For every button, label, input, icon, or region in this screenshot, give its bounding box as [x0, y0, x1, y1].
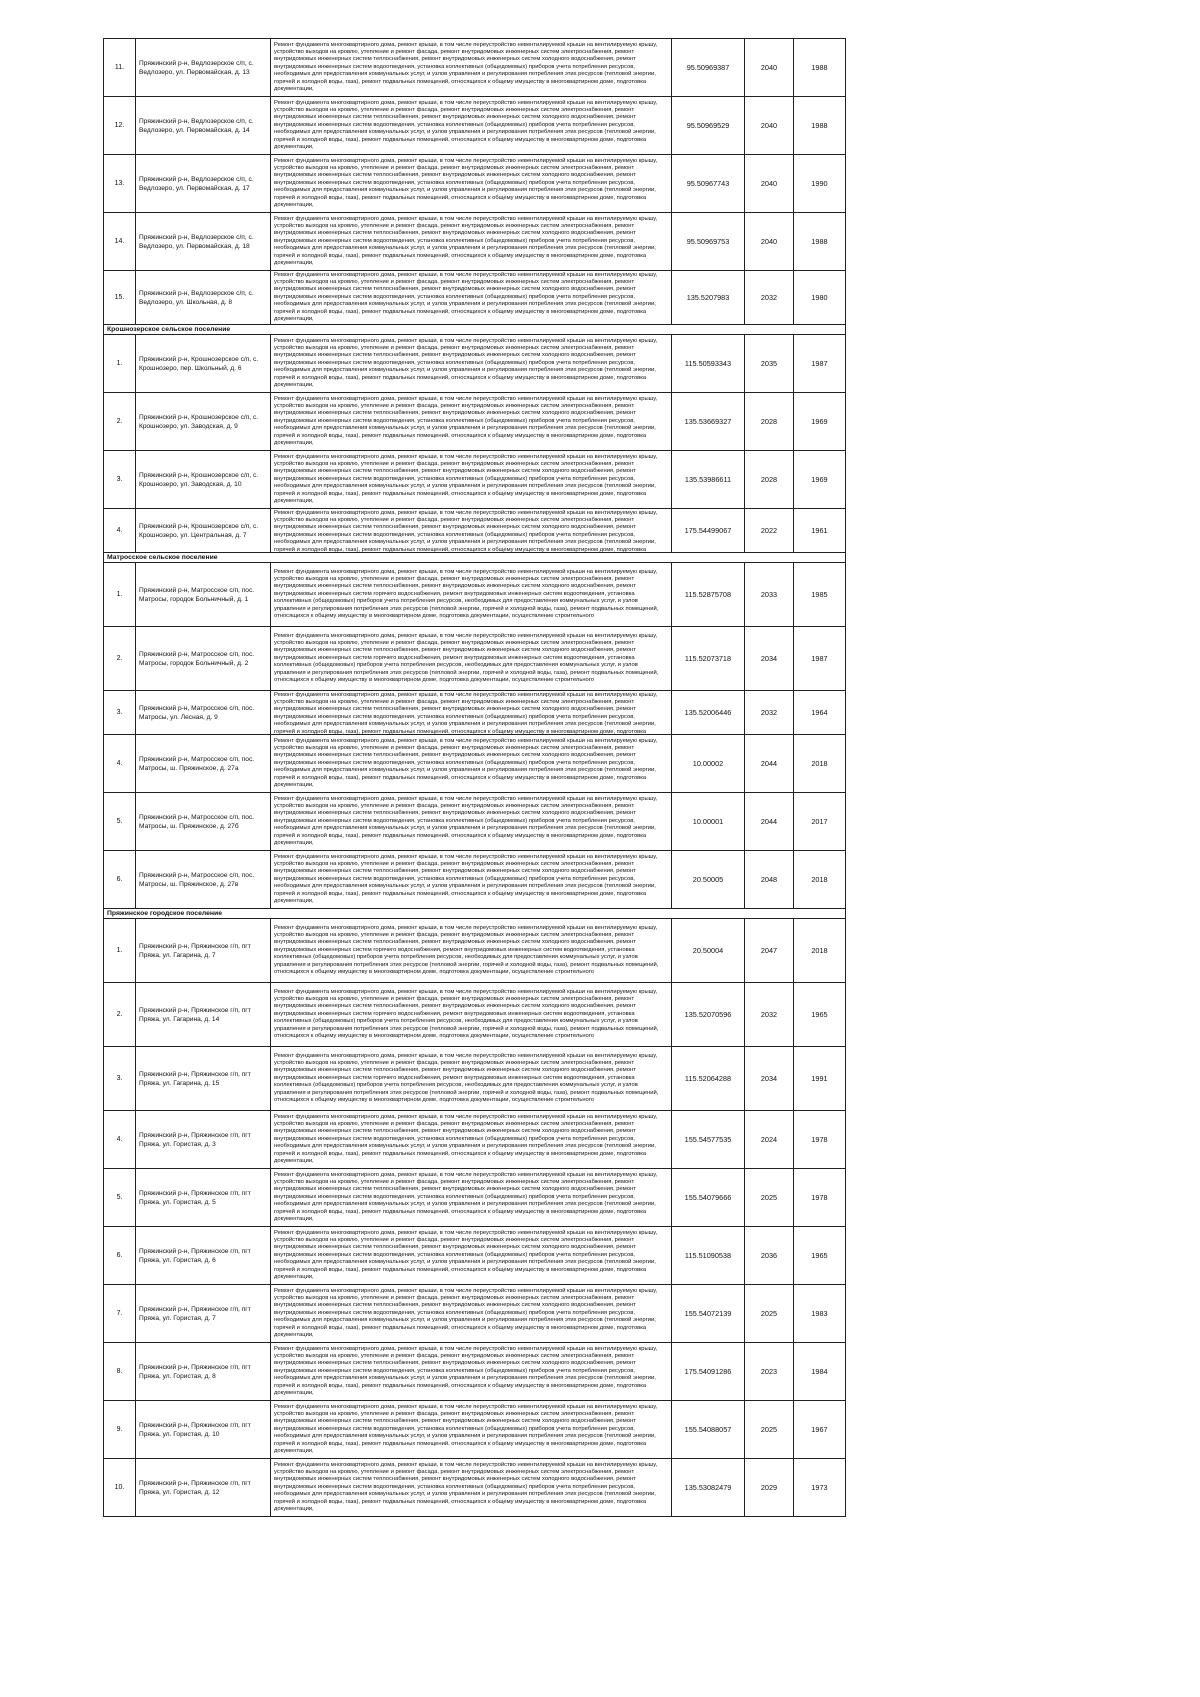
work-description-text: Ремонт фундамента многоквартирного дома, ремонт крыши, в том числе переустройство невентилируемой крыши на вентилируемую крышу, устройство выходов на кровлю, утепление и ремонт фасада, ремонт внутридомовых инженерных систем электроснабжения, ремонт внутридомовых инженерных систем теплоснабжения, ремонт внутридомовых инженерных систем холодного водоснабжения, ремонт внутридомовых инженерных систем водоотведения, установка коллективных (общедомовых) приборов учета потребления ресурсов, необходимых для предоставления коммунальных услуг, и узлов управления и регулирования потребления этих ресурсов (тепловой энергии, горячей и холодной воды, газа), ремонт подвальных помещений, относящихся к общему имуществу в многоквартирном доме, подготовка документации,	[274, 271, 658, 323]
table-row	[104, 1047, 846, 1111]
row-number: 9.	[104, 1401, 136, 1459]
address-cell: Пряжинский р-н, Матросское с/п, пос. Матросы, ул. Лесная, д. 9	[136, 691, 271, 735]
row-number: 8.	[104, 1343, 136, 1401]
table-row	[104, 1111, 846, 1169]
build-year-cell: 1988	[794, 97, 846, 155]
work-description-text: Ремонт фундамента многоквартирного дома, ремонт крыши, в том числе переустройство невентилируемой крыши на вентилируемую крышу, устройство выходов на кровлю, утепление и ремонт фасада, ремонт внутридомовых инженерных систем электроснабжения, ремонт внутридомовых инженерных систем теплоснабжения, ремонт внутридомовых инженерных систем холодного водоснабжения, ремонт внутридомовых инженерных систем водоотведения, установка коллективных (общедомовых) приборов учета потребления ресурсов, необходимых для предоставления коммунальных услуг, и узлов управления и регулирования потребления этих ресурсов (тепловой энергии, горячей и холодной воды, газа), ремонт подвальных помещений, относящихся к общему имуществу в многоквартирном доме, подготовка документации,	[274, 215, 658, 267]
section-title: Крошнозерское сельское поселение	[104, 325, 846, 335]
cost-cell: 135.53986611	[672, 451, 745, 509]
work-description-cell	[271, 271, 672, 325]
cost-cell: 175.54499067	[672, 509, 745, 553]
repair-year-cell: 2025	[745, 1401, 794, 1459]
cost-cell: 20.50005	[672, 851, 745, 909]
table-row	[104, 1169, 846, 1227]
build-year-cell: 1973	[794, 1459, 846, 1517]
address-cell: Пряжинский р-н, Матросское с/п, пос. Матросы, ш. Пряжинское, д. 27б	[136, 793, 271, 851]
work-description-text: Ремонт фундамента многоквартирного дома, ремонт крыши, в том числе переустройство невентилируемой крыши на вентилируемую крышу, устройство выходов на кровлю, утепление и ремонт фасада, ремонт внутридомовых инженерных систем электроснабжения, ремонт внутридомовых инженерных систем теплоснабжения, ремонт внутридомовых инженерных систем холодного водоснабжения, ремонт внутридомовых инженерных систем горячего водоснабжения, ремонт внутридомовых инженерных систем водоотведения, установка коллективных (общедомовых) приборов учета потребления ресурсов, необходимых для предоставления коммунальных услуг, и узлов управления и регулирования потребления этих ресурсов (тепловой энергии, горячей и холодной воды, газа), ремонт подвальных помещений, относящихся к общему имуществу в многоквартирном доме, подготовка документации, осуществление строительного	[274, 632, 659, 684]
cost-cell: 135.52070596	[672, 983, 745, 1047]
work-description-text: Ремонт фундамента многоквартирного дома, ремонт крыши, в том числе переустройство невентилируемой крыши на вентилируемую крышу, устройство выходов на кровлю, утепление и ремонт фасада, ремонт внутридомовых инженерных систем электроснабжения, ремонт внутридомовых инженерных систем теплоснабжения, ремонт внутридомовых инженерных систем холодного водоснабжения, ремонт внутридомовых инженерных систем горячего водоснабжения, ремонт внутридомовых инженерных систем водоотведения, установка коллективных (общедомовых) приборов учета потребления ресурсов, необходимых для предоставления коммунальных услуг, и узлов управления и регулирования потребления этих ресурсов (тепловой энергии, горячей и холодной воды, газа), ремонт подвальных помещений, относящихся к общему имуществу в многоквартирном доме, подготовка документации, осуществление строительного	[274, 1052, 659, 1104]
repair-year-cell: 2028	[745, 451, 794, 509]
table-row	[104, 1285, 846, 1343]
work-description-text: Ремонт фундамента многоквартирного дома, ремонт крыши, в том числе переустройство невентилируемой крыши на вентилируемую крышу, устройство выходов на кровлю, утепление и ремонт фасада, ремонт внутридомовых инженерных систем электроснабжения, ремонт внутридомовых инженерных систем теплоснабжения, ремонт внутридомовых инженерных систем холодного водоснабжения, ремонт внутридомовых инженерных систем горячего водоснабжения, ремонт внутридомовых инженерных систем водоотведения, установка коллективных (общедомовых) приборов учета потребления ресурсов, необходимых для предоставления коммунальных услуг, и узлов управления и регулирования потребления этих ресурсов (тепловой энергии, горячей и холодной воды, газа), ремонт подвальных помещений, относящихся к общему имуществу в многоквартирном доме, подготовка документации, осуществление строительного	[274, 924, 659, 976]
build-year-cell: 1978	[794, 1111, 846, 1169]
repair-year-cell: 2024	[745, 1111, 794, 1169]
work-description-text: Ремонт фундамента многоквартирного дома, ремонт крыши, в том числе переустройство невентилируемой крыши на вентилируемую крышу, устройство выходов на кровлю, утепление и ремонт фасада, ремонт внутридомовых инженерных систем электроснабжения, ремонт внутридомовых инженерных систем теплоснабжения, ремонт внутридомовых инженерных систем холодного водоснабжения, ремонт внутридомовых инженерных систем водоотведения, установка коллективных (общедомовых) приборов учета потребления ресурсов, необходимых для предоставления коммунальных услуг, и узлов управления и регулирования потребления этих ресурсов (тепловой энергии, горячей и холодной воды, газа), ремонт подвальных помещений, относящихся к общему имуществу в многоквартирном доме, подготовка документации,	[274, 1403, 658, 1455]
table-body	[104, 39, 846, 1517]
cost-cell: 95.50969529	[672, 97, 745, 155]
build-year-cell: 1965	[794, 983, 846, 1047]
row-number: 1.	[104, 919, 136, 983]
row-number: 14.	[104, 213, 136, 271]
repair-program-table	[103, 38, 846, 1517]
table-row	[104, 919, 846, 983]
build-year-cell: 2018	[794, 851, 846, 909]
repair-year-cell: 2035	[745, 335, 794, 393]
address-cell: Пряжинский р-н, Крошнозерское с/п, с. Крошнозеро, ул. Заводская, д. 9	[136, 393, 271, 451]
work-description-cell	[271, 1285, 672, 1343]
repair-year-cell: 2025	[745, 1285, 794, 1343]
row-number: 6.	[104, 1227, 136, 1285]
address-cell: Пряжинский р-н, Пряжинское г/п, пгт Пряжа, ул. Гористая, д. 3	[136, 1111, 271, 1169]
cost-cell: 115.50593343	[672, 335, 745, 393]
work-description-cell	[271, 1169, 672, 1227]
work-description-cell	[271, 735, 672, 793]
repair-year-cell: 2034	[745, 1047, 794, 1111]
build-year-cell: 1965	[794, 1227, 846, 1285]
repair-year-cell: 2044	[745, 793, 794, 851]
work-description-cell	[271, 983, 672, 1047]
cost-cell: 135.53669327	[672, 393, 745, 451]
repair-year-cell: 2040	[745, 213, 794, 271]
address-cell: Пряжинский р-н, Ведлозерское с/п, с. Ведлозеро, ул. Первомайская, д. 14	[136, 97, 271, 155]
build-year-cell: 2017	[794, 793, 846, 851]
row-number: 1.	[104, 563, 136, 627]
work-description-cell	[271, 1459, 672, 1517]
work-description-text: Ремонт фундамента многоквартирного дома, ремонт крыши, в том числе переустройство невентилируемой крыши на вентилируемую крышу, устройство выходов на кровлю, утепление и ремонт фасада, ремонт внутридомовых инженерных систем электроснабжения, ремонт внутридомовых инженерных систем теплоснабжения, ремонт внутридомовых инженерных систем холодного водоснабжения, ремонт внутридомовых инженерных систем водоотведения, установка коллективных (общедомовых) приборов учета потребления ресурсов, необходимых для предоставления коммунальных услуг, и узлов управления и регулирования потребления этих ресурсов (тепловой энергии, горячей и холодной воды, газа), ремонт подвальных помещений, относящихся к общему имуществу в многоквартирном доме, подготовка документации,	[274, 737, 658, 789]
work-description-text: Ремонт фундамента многоквартирного дома, ремонт крыши, в том числе переустройство невентилируемой крыши на вентилируемую крышу, устройство выходов на кровлю, утепление и ремонт фасада, ремонт внутридомовых инженерных систем электроснабжения, ремонт внутридомовых инженерных систем теплоснабжения, ремонт внутридомовых инженерных систем холодного водоснабжения, ремонт внутридомовых инженерных систем водоотведения, установка коллективных (общедомовых) приборов учета потребления ресурсов, необходимых для предоставления коммунальных услуг, и узлов управления и регулирования потребления этих ресурсов (тепловой энергии, горячей и холодной воды, газа), ремонт подвальных помещений, относящихся к общему имуществу в многоквартирном доме, подготовка документации,	[274, 395, 658, 447]
build-year-cell: 1969	[794, 393, 846, 451]
cost-cell: 95.50969387	[672, 39, 745, 97]
table-row	[104, 851, 846, 909]
build-year-cell: 1988	[794, 39, 846, 97]
row-number: 15.	[104, 271, 136, 325]
work-description-cell	[271, 691, 672, 735]
work-description-cell	[271, 393, 672, 451]
cost-cell: 135.52006446	[672, 691, 745, 735]
cost-cell: 135.5207983	[672, 271, 745, 325]
work-description-cell	[271, 509, 672, 553]
row-number: 4.	[104, 509, 136, 553]
repair-year-cell: 2032	[745, 983, 794, 1047]
build-year-cell: 1978	[794, 1169, 846, 1227]
repair-year-cell: 2040	[745, 39, 794, 97]
table-row	[104, 691, 846, 735]
repair-year-cell: 2025	[745, 1169, 794, 1227]
work-description-cell	[271, 451, 672, 509]
table-row	[104, 213, 846, 271]
repair-year-cell: 2029	[745, 1459, 794, 1517]
row-number: 3.	[104, 1047, 136, 1111]
row-number: 2.	[104, 627, 136, 691]
table-row	[104, 393, 846, 451]
cost-cell: 115.51090538	[672, 1227, 745, 1285]
work-description-cell	[271, 793, 672, 851]
cost-cell: 115.52875708	[672, 563, 745, 627]
work-description-text: Ремонт фундамента многоквартирного дома, ремонт крыши, в том числе переустройство невентилируемой крыши на вентилируемую крышу, устройство выходов на кровлю, утепление и ремонт фасада, ремонт внутридомовых инженерных систем электроснабжения, ремонт внутридомовых инженерных систем теплоснабжения, ремонт внутридомовых инженерных систем холодного водоснабжения, ремонт внутридомовых инженерных систем водоотведения, установка коллективных (общедомовых) приборов учета потребления ресурсов, необходимых для предоставления коммунальных услуг, и узлов управления и регулирования потребления этих ресурсов (тепловой энергии, горячей и холодной воды, газа), ремонт подвальных помещений, относящихся к общему имуществу в многоквартирном доме, подготовка	[274, 509, 658, 552]
work-description-text: Ремонт фундамента многоквартирного дома, ремонт крыши, в том числе переустройство невентилируемой крыши на вентилируемую крышу, устройство выходов на кровлю, утепление и ремонт фасада, ремонт внутридомовых инженерных систем электроснабжения, ремонт внутридомовых инженерных систем теплоснабжения, ремонт внутридомовых инженерных систем холодного водоснабжения, ремонт внутридомовых инженерных систем водоотведения, установка коллективных (общедомовых) приборов учета потребления ресурсов, необходимых для предоставления коммунальных услуг, и узлов управления и регулирования потребления этих ресурсов (тепловой энергии, горячей и холодной воды, газа), ремонт подвальных помещений, относящихся к общему имуществу в многоквартирном доме, подготовка документации,	[274, 1229, 658, 1281]
work-description-cell	[271, 1227, 672, 1285]
row-number: 10.	[104, 1459, 136, 1517]
row-number: 5.	[104, 1169, 136, 1227]
address-cell: Пряжинский р-н, Матросское с/п, пос. Матросы, городок Больничный, д. 2	[136, 627, 271, 691]
cost-cell: 155.54088057	[672, 1401, 745, 1459]
build-year-cell: 2018	[794, 919, 846, 983]
work-description-text: Ремонт фундамента многоквартирного дома, ремонт крыши, в том числе переустройство невентилируемой крыши на вентилируемую крышу, устройство выходов на кровлю, утепление и ремонт фасада, ремонт внутридомовых инженерных систем электроснабжения, ремонт внутридомовых инженерных систем теплоснабжения, ремонт внутридомовых инженерных систем холодного водоснабжения, ремонт внутридомовых инженерных систем водоотведения, установка коллективных (общедомовых) приборов учета потребления ресурсов, необходимых для предоставления коммунальных услуг, и узлов управления и регулирования потребления этих ресурсов (тепловой энергии, горячей и холодной воды, газа), ремонт подвальных помещений, относящихся к общему имуществу в многоквартирном доме, подготовка документации,	[274, 41, 658, 93]
work-description-text: Ремонт фундамента многоквартирного дома, ремонт крыши, в том числе переустройство невентилируемой крыши на вентилируемую крышу, устройство выходов на кровлю, утепление и ремонт фасада, ремонт внутридомовых инженерных систем электроснабжения, ремонт внутридомовых инженерных систем теплоснабжения, ремонт внутридомовых инженерных систем холодного водоснабжения, ремонт внутридомовых инженерных систем водоотведения, установка коллективных (общедомовых) приборов учета потребления ресурсов, необходимых для предоставления коммунальных услуг, и узлов управления и регулирования потребления этих ресурсов (тепловой энергии, горячей и холодной воды, газа), ремонт подвальных помещений, относящихся к общему имуществу в многоквартирном доме, подготовка документации,	[274, 1287, 658, 1339]
repair-year-cell: 2034	[745, 627, 794, 691]
table-row	[104, 983, 846, 1047]
work-description-text: Ремонт фундамента многоквартирного дома, ремонт крыши, в том числе переустройство невентилируемой крыши на вентилируемую крышу, устройство выходов на кровлю, утепление и ремонт фасада, ремонт внутридомовых инженерных систем электроснабжения, ремонт внутридомовых инженерных систем теплоснабжения, ремонт внутридомовых инженерных систем холодного водоснабжения, ремонт внутридомовых инженерных систем водоотведения, установка коллективных (общедомовых) приборов учета потребления ресурсов, необходимых для предоставления коммунальных услуг, и узлов управления и регулирования потребления этих ресурсов (тепловой энергии, горячей и холодной воды, газа), ремонт подвальных помещений, относящихся к общему имуществу в многоквартирном доме, подготовка	[274, 691, 658, 734]
repair-year-cell: 2032	[745, 691, 794, 735]
table-row	[104, 155, 846, 213]
cost-cell: 135.53082479	[672, 1459, 745, 1517]
address-cell: Пряжинский р-н, Пряжинское г/п, пгт Пряжа, ул. Гористая, д. 7	[136, 1285, 271, 1343]
work-description-cell	[271, 39, 672, 97]
repair-year-cell: 2044	[745, 735, 794, 793]
build-year-cell: 1967	[794, 1401, 846, 1459]
table-row	[104, 509, 846, 553]
work-description-text: Ремонт фундамента многоквартирного дома, ремонт крыши, в том числе переустройство невентилируемой крыши на вентилируемую крышу, устройство выходов на кровлю, утепление и ремонт фасада, ремонт внутридомовых инженерных систем электроснабжения, ремонт внутридомовых инженерных систем теплоснабжения, ремонт внутридомовых инженерных систем холодного водоснабжения, ремонт внутридомовых инженерных систем водоотведения, установка коллективных (общедомовых) приборов учета потребления ресурсов, необходимых для предоставления коммунальных услуг, и узлов управления и регулирования потребления этих ресурсов (тепловой энергии, горячей и холодной воды, газа), ремонт подвальных помещений, относящихся к общему имуществу в многоквартирном доме, подготовка документации,	[274, 337, 658, 389]
build-year-cell: 1983	[794, 1285, 846, 1343]
table-row	[104, 335, 846, 393]
address-cell: Пряжинский р-н, Пряжинское г/п, пгт Пряжа, ул. Гористая, д. 12	[136, 1459, 271, 1517]
repair-year-cell: 2022	[745, 509, 794, 553]
work-description-cell	[271, 1343, 672, 1401]
build-year-cell: 1990	[794, 155, 846, 213]
table-row	[104, 1401, 846, 1459]
table-row	[104, 39, 846, 97]
work-description-text: Ремонт фундамента многоквартирного дома, ремонт крыши, в том числе переустройство невентилируемой крыши на вентилируемую крышу, устройство выходов на кровлю, утепление и ремонт фасада, ремонт внутридомовых инженерных систем электроснабжения, ремонт внутридомовых инженерных систем теплоснабжения, ремонт внутридомовых инженерных систем холодного водоснабжения, ремонт внутридомовых инженерных систем водоотведения, установка коллективных (общедомовых) приборов учета потребления ресурсов, необходимых для предоставления коммунальных услуг, и узлов управления и регулирования потребления этих ресурсов (тепловой энергии, горячей и холодной воды, газа), ремонт подвальных помещений, относящихся к общему имуществу в многоквартирном доме, подготовка документации,	[274, 1171, 658, 1223]
repair-year-cell: 2048	[745, 851, 794, 909]
work-description-cell	[271, 1111, 672, 1169]
repair-year-cell: 2040	[745, 155, 794, 213]
work-description-text: Ремонт фундамента многоквартирного дома, ремонт крыши, в том числе переустройство невентилируемой крыши на вентилируемую крышу, устройство выходов на кровлю, утепление и ремонт фасада, ремонт внутридомовых инженерных систем электроснабжения, ремонт внутридомовых инженерных систем теплоснабжения, ремонт внутридомовых инженерных систем холодного водоснабжения, ремонт внутридомовых инженерных систем горячего водоснабжения, ремонт внутридомовых инженерных систем водоотведения, установка коллективных (общедомовых) приборов учета потребления ресурсов, необходимых для предоставления коммунальных услуг, и узлов управления и регулирования потребления этих ресурсов (тепловой энергии, горячей и холодной воды, газа), ремонт подвальных помещений, относящихся к общему имуществу в многоквартирном доме, подготовка документации, осуществление строительного	[274, 988, 659, 1040]
row-number: 3.	[104, 691, 136, 735]
row-number: 5.	[104, 793, 136, 851]
build-year-cell: 1980	[794, 271, 846, 325]
build-year-cell: 1988	[794, 213, 846, 271]
work-description-cell	[271, 155, 672, 213]
cost-cell: 10.00002	[672, 735, 745, 793]
work-description-cell	[271, 919, 672, 983]
cost-cell: 175.54091286	[672, 1343, 745, 1401]
address-cell: Пряжинский р-н, Пряжинское г/п, пгт Пряжа, ул. Гористая, д. 8	[136, 1343, 271, 1401]
row-number: 13.	[104, 155, 136, 213]
cost-cell: 20.50004	[672, 919, 745, 983]
table-row	[104, 97, 846, 155]
row-number: 2.	[104, 983, 136, 1047]
row-number: 2.	[104, 393, 136, 451]
work-description-cell	[271, 627, 672, 691]
address-cell: Пряжинский р-н, Крошнозерское с/п, с. Крошнозеро, пер. Школьный, д. 6	[136, 335, 271, 393]
address-cell: Пряжинский р-н, Крошнозерское с/п, с. Крошнозеро, ул. Заводская, д. 10	[136, 451, 271, 509]
table-row	[104, 793, 846, 851]
work-description-text: Ремонт фундамента многоквартирного дома, ремонт крыши, в том числе переустройство невентилируемой крыши на вентилируемую крышу, устройство выходов на кровлю, утепление и ремонт фасада, ремонт внутридомовых инженерных систем электроснабжения, ремонт внутридомовых инженерных систем теплоснабжения, ремонт внутридомовых инженерных систем холодного водоснабжения, ремонт внутридомовых инженерных систем горячего водоснабжения, ремонт внутридомовых инженерных систем водоотведения, установка коллективных (общедомовых) приборов учета потребления ресурсов, необходимых для предоставления коммунальных услуг, и узлов управления и регулирования потребления этих ресурсов (тепловой энергии, горячей и холодной воды, газа), ремонт подвальных помещений, относящихся к общему имуществу в многоквартирном доме, подготовка документации, осуществление строительного	[274, 568, 659, 620]
section-header-row	[104, 325, 846, 335]
table-row	[104, 627, 846, 691]
build-year-cell: 1969	[794, 451, 846, 509]
address-cell: Пряжинский р-н, Пряжинское г/п, пгт Пряжа, ул. Гористая, д. 10	[136, 1401, 271, 1459]
row-number: 7.	[104, 1285, 136, 1343]
row-number: 11.	[104, 39, 136, 97]
build-year-cell: 1991	[794, 1047, 846, 1111]
build-year-cell: 1964	[794, 691, 846, 735]
build-year-cell: 2018	[794, 735, 846, 793]
row-number: 4.	[104, 735, 136, 793]
address-cell: Пряжинский р-н, Пряжинское г/п, пгт Пряжа, ул. Гагарина, д. 14	[136, 983, 271, 1047]
address-cell: Пряжинский р-н, Ведлозерское с/п, с. Ведлозеро, ул. Первомайская, д. 13	[136, 39, 271, 97]
cost-cell: 95.50969753	[672, 213, 745, 271]
address-cell: Пряжинский р-н, Пряжинское г/п, пгт Пряжа, ул. Гористая, д. 5	[136, 1169, 271, 1227]
work-description-text: Ремонт фундамента многоквартирного дома, ремонт крыши, в том числе переустройство невентилируемой крыши на вентилируемую крышу, устройство выходов на кровлю, утепление и ремонт фасада, ремонт внутридомовых инженерных систем электроснабжения, ремонт внутридомовых инженерных систем теплоснабжения, ремонт внутридомовых инженерных систем холодного водоснабжения, ремонт внутридомовых инженерных систем водоотведения, установка коллективных (общедомовых) приборов учета потребления ресурсов, необходимых для предоставления коммунальных услуг, и узлов управления и регулирования потребления этих ресурсов (тепловой энергии, горячей и холодной воды, газа), ремонт подвальных помещений, относящихся к общему имуществу в многоквартирном доме, подготовка документации,	[274, 453, 658, 505]
work-description-text: Ремонт фундамента многоквартирного дома, ремонт крыши, в том числе переустройство невентилируемой крыши на вентилируемую крышу, устройство выходов на кровлю, утепление и ремонт фасада, ремонт внутридомовых инженерных систем электроснабжения, ремонт внутридомовых инженерных систем теплоснабжения, ремонт внутридомовых инженерных систем холодного водоснабжения, ремонт внутридомовых инженерных систем водоотведения, установка коллективных (общедомовых) приборов учета потребления ресурсов, необходимых для предоставления коммунальных услуг, и узлов управления и регулирования потребления этих ресурсов (тепловой энергии, горячей и холодной воды, газа), ремонт подвальных помещений, относящихся к общему имуществу в многоквартирном доме, подготовка документации,	[274, 99, 658, 151]
cost-cell: 115.52064288	[672, 1047, 745, 1111]
document-page	[103, 38, 828, 1517]
repair-year-cell: 2033	[745, 563, 794, 627]
address-cell: Пряжинский р-н, Пряжинское г/п, пгт Пряжа, ул. Гагарина, д. 7	[136, 919, 271, 983]
work-description-cell	[271, 851, 672, 909]
work-description-text: Ремонт фундамента многоквартирного дома, ремонт крыши, в том числе переустройство невентилируемой крыши на вентилируемую крышу, устройство выходов на кровлю, утепление и ремонт фасада, ремонт внутридомовых инженерных систем электроснабжения, ремонт внутридомовых инженерных систем теплоснабжения, ремонт внутридомовых инженерных систем холодного водоснабжения, ремонт внутридомовых инженерных систем водоотведения, установка коллективных (общедомовых) приборов учета потребления ресурсов, необходимых для предоставления коммунальных услуг, и узлов управления и регулирования потребления этих ресурсов (тепловой энергии, горячей и холодной воды, газа), ремонт подвальных помещений, относящихся к общему имуществу в многоквартирном доме, подготовка документации,	[274, 157, 658, 209]
table-row	[104, 271, 846, 325]
build-year-cell: 1961	[794, 509, 846, 553]
section-title: Пряжинское городское поселение	[104, 909, 846, 919]
cost-cell: 115.52073718	[672, 627, 745, 691]
address-cell: Пряжинский р-н, Пряжинское г/п, пгт Пряжа, ул. Гагарина, д. 15	[136, 1047, 271, 1111]
row-number: 4.	[104, 1111, 136, 1169]
cost-cell: 155.54577535	[672, 1111, 745, 1169]
cost-cell: 155.54079666	[672, 1169, 745, 1227]
build-year-cell: 1985	[794, 563, 846, 627]
section-header-row	[104, 553, 846, 563]
work-description-cell	[271, 213, 672, 271]
work-description-text: Ремонт фундамента многоквартирного дома, ремонт крыши, в том числе переустройство невентилируемой крыши на вентилируемую крышу, устройство выходов на кровлю, утепление и ремонт фасада, ремонт внутридомовых инженерных систем электроснабжения, ремонт внутридомовых инженерных систем теплоснабжения, ремонт внутридомовых инженерных систем холодного водоснабжения, ремонт внутридомовых инженерных систем водоотведения, установка коллективных (общедомовых) приборов учета потребления ресурсов, необходимых для предоставления коммунальных услуг, и узлов управления и регулирования потребления этих ресурсов (тепловой энергии, горячей и холодной воды, газа), ремонт подвальных помещений, относящихся к общему имуществу в многоквартирном доме, подготовка документации,	[274, 795, 658, 847]
work-description-text: Ремонт фундамента многоквартирного дома, ремонт крыши, в том числе переустройство невентилируемой крыши на вентилируемую крышу, устройство выходов на кровлю, утепление и ремонт фасада, ремонт внутридомовых инженерных систем электроснабжения, ремонт внутридомовых инженерных систем теплоснабжения, ремонт внутридомовых инженерных систем холодного водоснабжения, ремонт внутридомовых инженерных систем водоотведения, установка коллективных (общедомовых) приборов учета потребления ресурсов, необходимых для предоставления коммунальных услуг, и узлов управления и регулирования потребления этих ресурсов (тепловой энергии, горячей и холодной воды, газа), ремонт подвальных помещений, относящихся к общему имуществу в многоквартирном доме, подготовка документации,	[274, 853, 658, 905]
build-year-cell: 1984	[794, 1343, 846, 1401]
work-description-cell	[271, 1047, 672, 1111]
address-cell: Пряжинский р-н, Ведлозерское с/п, с. Ведлозеро, ул. Первомайская, д. 17	[136, 155, 271, 213]
cost-cell: 155.54072139	[672, 1285, 745, 1343]
cost-cell: 10.00001	[672, 793, 745, 851]
repair-year-cell: 2032	[745, 271, 794, 325]
row-number: 1.	[104, 335, 136, 393]
work-description-cell	[271, 97, 672, 155]
address-cell: Пряжинский р-н, Матросское с/п, пос. Матросы, городок Больничный, д. 1	[136, 563, 271, 627]
table-row	[104, 1459, 846, 1517]
repair-year-cell: 2040	[745, 97, 794, 155]
build-year-cell: 1987	[794, 627, 846, 691]
table-row	[104, 735, 846, 793]
work-description-text: Ремонт фундамента многоквартирного дома, ремонт крыши, в том числе переустройство невентилируемой крыши на вентилируемую крышу, устройство выходов на кровлю, утепление и ремонт фасада, ремонт внутридомовых инженерных систем электроснабжения, ремонт внутридомовых инженерных систем теплоснабжения, ремонт внутридомовых инженерных систем холодного водоснабжения, ремонт внутридомовых инженерных систем водоотведения, установка коллективных (общедомовых) приборов учета потребления ресурсов, необходимых для предоставления коммунальных услуг, и узлов управления и регулирования потребления этих ресурсов (тепловой энергии, горячей и холодной воды, газа), ремонт подвальных помещений, относящихся к общему имуществу в многоквартирном доме, подготовка документации,	[274, 1461, 658, 1513]
repair-year-cell: 2023	[745, 1343, 794, 1401]
address-cell: Пряжинский р-н, Матросское с/п, пос. Матросы, ш. Пряжинское, д. 27а	[136, 735, 271, 793]
row-number: 6.	[104, 851, 136, 909]
address-cell: Пряжинский р-н, Пряжинское г/п, пгт Пряжа, ул. Гористая, д. 6	[136, 1227, 271, 1285]
table-row	[104, 1343, 846, 1401]
address-cell: Пряжинский р-н, Ведлозерское с/п, с. Ведлозеро, ул. Первомайская, д. 18	[136, 213, 271, 271]
cost-cell: 95.50967743	[672, 155, 745, 213]
address-cell: Пряжинский р-н, Матросское с/п, пос. Матросы, ш. Пряжинское, д. 27в	[136, 851, 271, 909]
address-cell: Пряжинский р-н, Крошнозерское с/п, с. Крошнозеро, ул. Центральная, д. 7	[136, 509, 271, 553]
repair-year-cell: 2036	[745, 1227, 794, 1285]
table-row	[104, 1227, 846, 1285]
address-cell: Пряжинский р-н, Ведлозерское с/п, с. Ведлозеро, ул. Школьная, д. 8	[136, 271, 271, 325]
table-row	[104, 451, 846, 509]
repair-year-cell: 2047	[745, 919, 794, 983]
section-title: Матросское сельское поселение	[104, 553, 846, 563]
work-description-text: Ремонт фундамента многоквартирного дома, ремонт крыши, в том числе переустройство невентилируемой крыши на вентилируемую крышу, устройство выходов на кровлю, утепление и ремонт фасада, ремонт внутридомовых инженерных систем электроснабжения, ремонт внутридомовых инженерных систем теплоснабжения, ремонт внутридомовых инженерных систем холодного водоснабжения, ремонт внутридомовых инженерных систем водоотведения, установка коллективных (общедомовых) приборов учета потребления ресурсов, необходимых для предоставления коммунальных услуг, и узлов управления и регулирования потребления этих ресурсов (тепловой энергии, горячей и холодной воды, газа), ремонт подвальных помещений, относящихся к общему имуществу в многоквартирном доме, подготовка документации,	[274, 1113, 658, 1165]
row-number: 12.	[104, 97, 136, 155]
repair-year-cell: 2028	[745, 393, 794, 451]
work-description-cell	[271, 335, 672, 393]
table-row	[104, 563, 846, 627]
row-number: 3.	[104, 451, 136, 509]
work-description-cell	[271, 563, 672, 627]
build-year-cell: 1987	[794, 335, 846, 393]
work-description-text: Ремонт фундамента многоквартирного дома, ремонт крыши, в том числе переустройство невентилируемой крыши на вентилируемую крышу, устройство выходов на кровлю, утепление и ремонт фасада, ремонт внутридомовых инженерных систем электроснабжения, ремонт внутридомовых инженерных систем теплоснабжения, ремонт внутридомовых инженерных систем холодного водоснабжения, ремонт внутридомовых инженерных систем водоотведения, установка коллективных (общедомовых) приборов учета потребления ресурсов, необходимых для предоставления коммунальных услуг, и узлов управления и регулирования потребления этих ресурсов (тепловой энергии, горячей и холодной воды, газа), ремонт подвальных помещений, относящихся к общему имуществу в многоквартирном доме, подготовка документации,	[274, 1345, 658, 1397]
work-description-cell	[271, 1401, 672, 1459]
section-header-row	[104, 909, 846, 919]
